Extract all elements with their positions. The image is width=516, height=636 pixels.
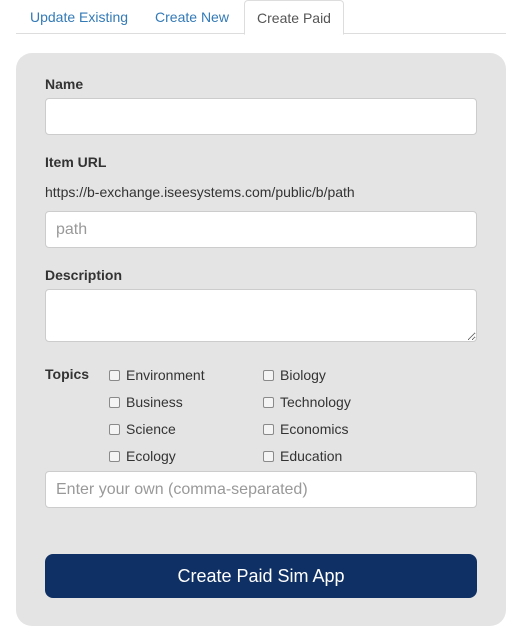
checkbox[interactable]: [109, 370, 120, 381]
topic-economics[interactable]: [263, 420, 348, 438]
topic-education[interactable]: [263, 447, 342, 465]
name-input[interactable]: [45, 98, 477, 135]
topic-technology[interactable]: [263, 393, 351, 411]
checkbox[interactable]: [263, 451, 274, 462]
topic-label: Economics: [280, 421, 349, 437]
topic-label: Technology: [280, 394, 351, 410]
tab-create-new[interactable]: Create New: [155, 9, 229, 25]
topic-label: Business: [126, 394, 183, 410]
topic-science[interactable]: [109, 420, 176, 438]
topic-label: Ecology: [126, 448, 176, 464]
description-textarea[interactable]: [45, 289, 477, 342]
tab-create-paid[interactable]: Create Paid: [244, 0, 344, 35]
topic-environment[interactable]: [109, 366, 205, 384]
topic-ecology[interactable]: [109, 447, 176, 465]
topic-label: Science: [126, 421, 176, 437]
name-label: Name: [45, 76, 84, 92]
checkbox[interactable]: [109, 424, 120, 435]
topics-label: Topics: [45, 366, 90, 382]
tab-update-existing[interactable]: Update Existing: [29, 9, 129, 25]
create-paid-form: [16, 53, 506, 626]
checkbox[interactable]: [263, 397, 274, 408]
checkbox[interactable]: [109, 451, 120, 462]
checkbox[interactable]: [263, 370, 274, 381]
topic-business[interactable]: [109, 393, 183, 411]
custom-topics-input[interactable]: [45, 471, 477, 508]
tab-bar: [16, 0, 506, 34]
path-input[interactable]: [45, 211, 477, 248]
checkbox[interactable]: [109, 397, 120, 408]
description-label: Description: [45, 267, 123, 283]
item-url-label: Item URL: [45, 154, 107, 170]
topic-label: Biology: [280, 367, 326, 383]
topic-label: Education: [280, 448, 343, 464]
topic-biology[interactable]: [263, 366, 326, 384]
topic-label: Environment: [126, 367, 205, 383]
checkbox[interactable]: [263, 424, 274, 435]
item-url-prefix: https://b-exchange.iseesystems.com/public/b/path: [45, 184, 355, 200]
create-paid-sim-app-button[interactable]: Create Paid Sim App: [45, 554, 477, 598]
